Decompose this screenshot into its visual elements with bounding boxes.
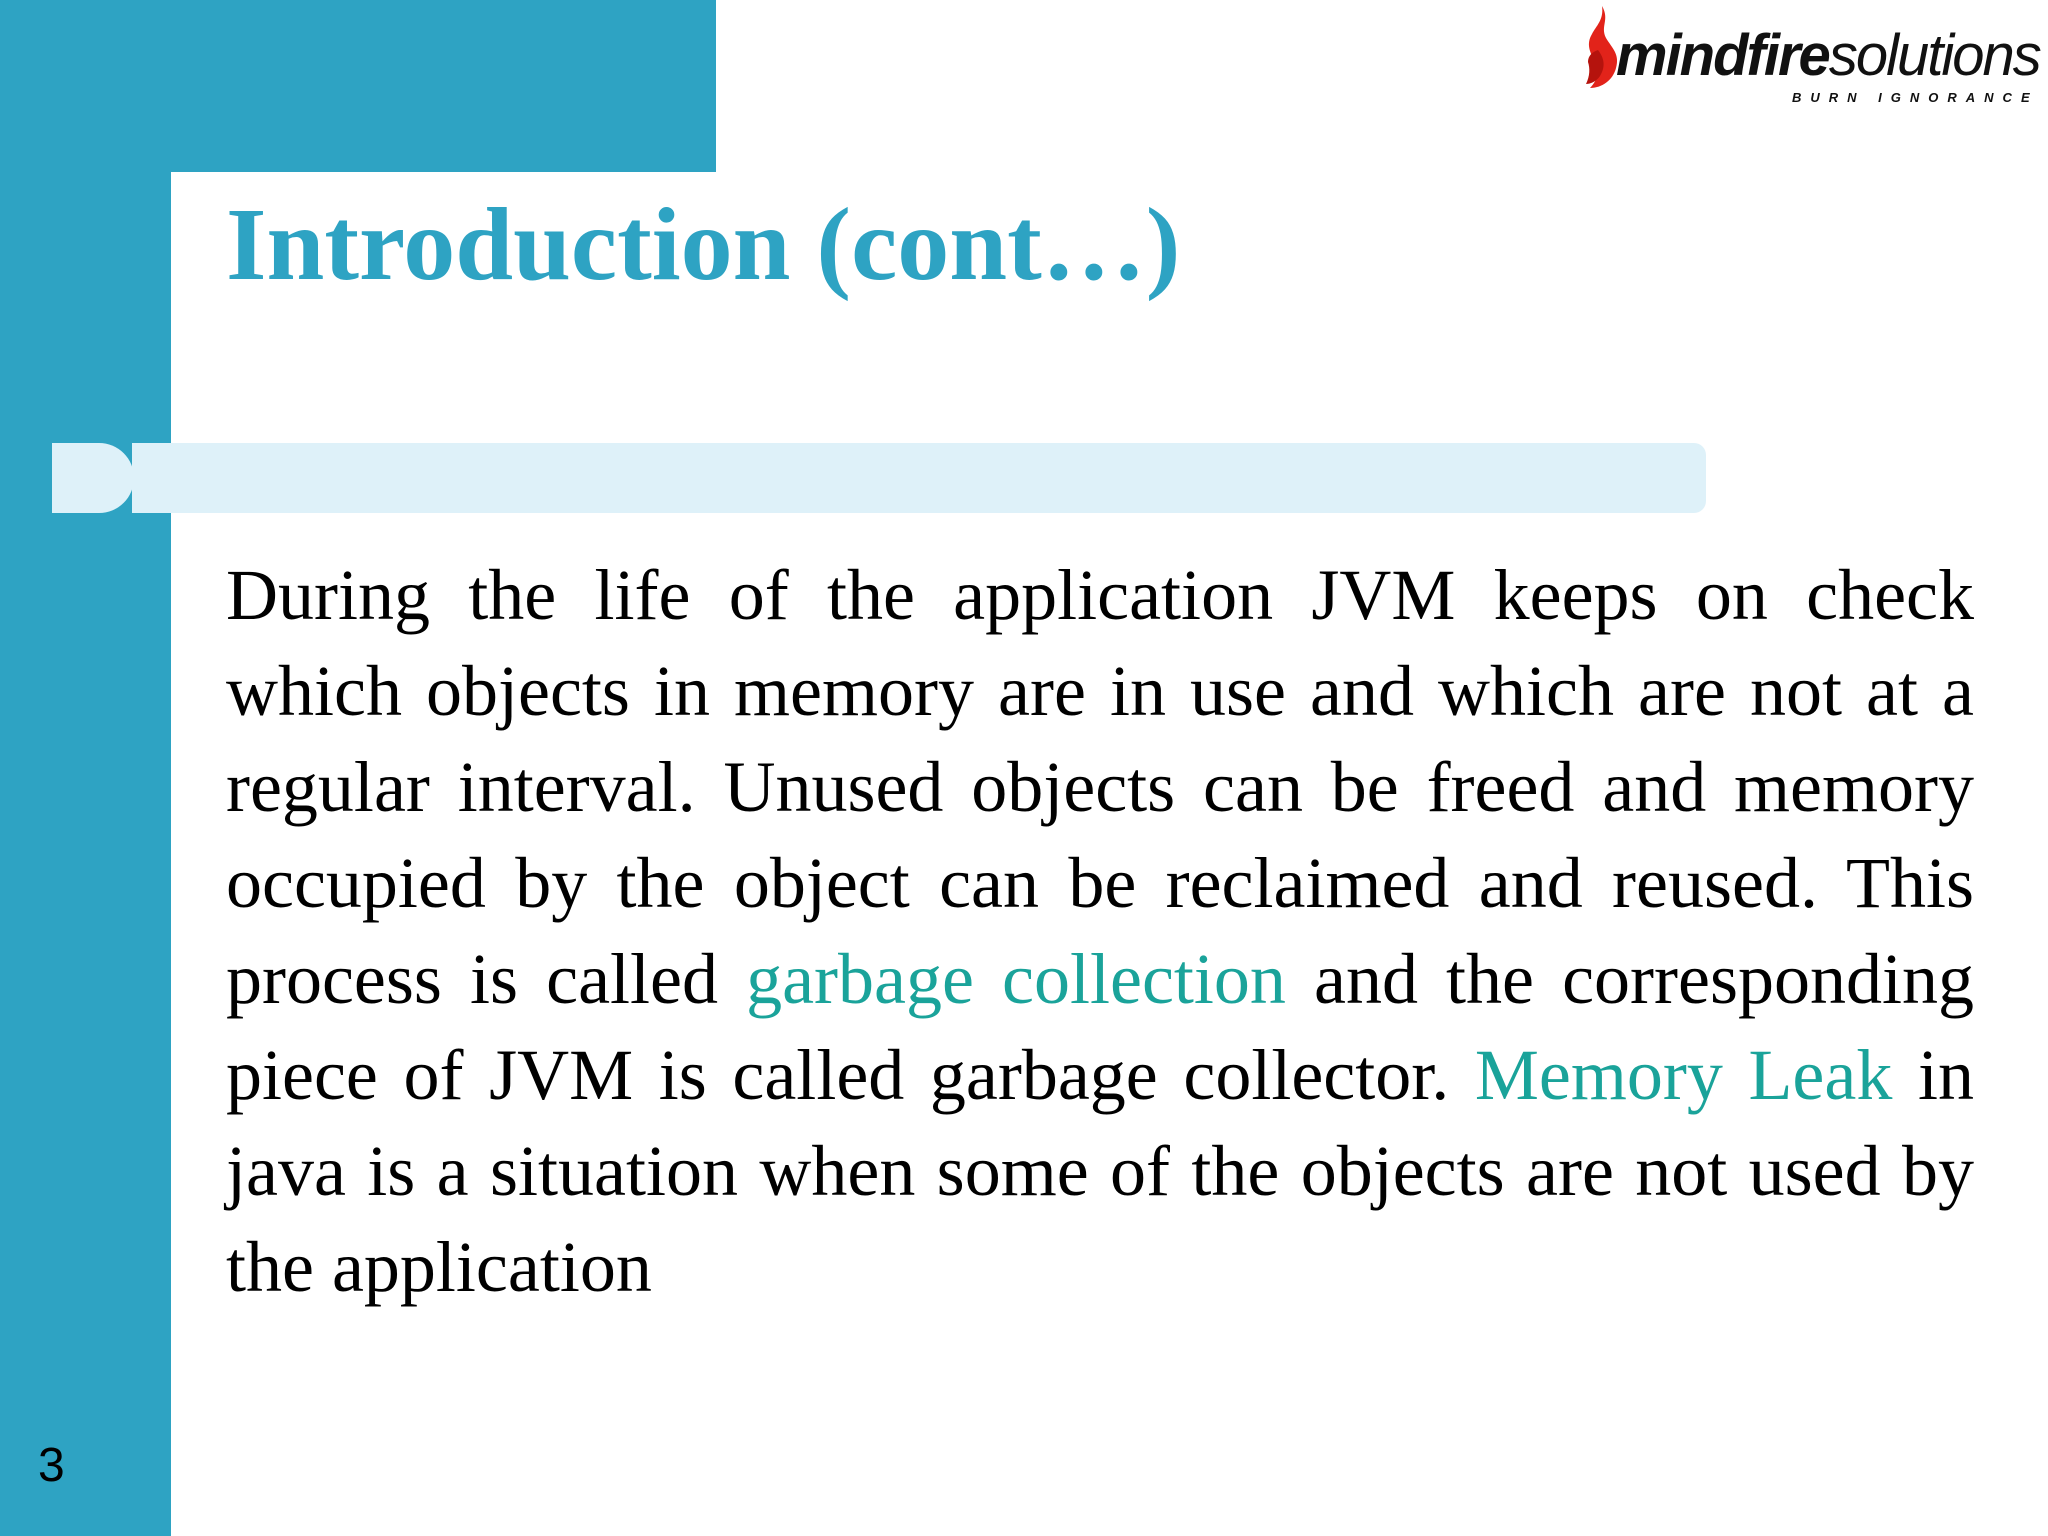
company-logo <box>1580 0 2040 112</box>
body-text-part-2: and the corresponding piece of JVM is called garbage collector. <box>226 939 1974 1115</box>
divider-bar <box>132 443 1706 513</box>
logo-brand-bold: mindfire <box>1616 23 1829 88</box>
highlight-garbage-collection: garbage collection <box>746 939 1286 1019</box>
logo-wordmark <box>1616 24 2040 88</box>
body-paragraph <box>226 547 1974 1315</box>
page-number: 3 <box>38 1439 65 1492</box>
slide-title: Introduction (cont…) <box>226 187 1181 302</box>
left-accent-band <box>0 0 171 1536</box>
logo-brand-light: solutions <box>1828 23 2040 88</box>
body-text-part-3: in java is a situation when some of the objects are not used by the application <box>226 1035 1974 1307</box>
body-text-part-1: During the life of the application JVM keeps on check which objects in memory are in use and which are not at a regular interval. Unused objects can be freed and memory occupied by the object can be reclaimed and reused. This process is called <box>226 555 1974 1019</box>
top-accent-band <box>0 0 716 172</box>
logo-tagline: BURN IGNORANCE <box>1792 90 2039 105</box>
highlight-memory-leak: Memory Leak <box>1474 1035 1893 1115</box>
divider-tab <box>52 443 134 513</box>
